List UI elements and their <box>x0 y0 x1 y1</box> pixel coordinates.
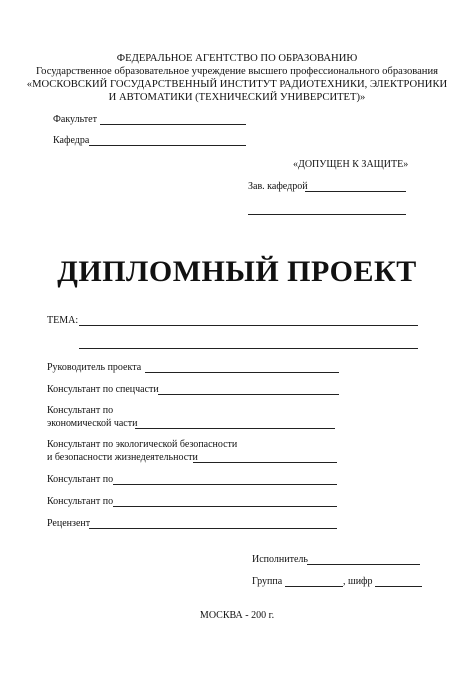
consultant-econ-label-1: Консультант по <box>47 405 114 416</box>
supervisor-line <box>145 372 339 373</box>
institution-type: Государственное образовательное учреждение высшего профессионального образования <box>35 66 439 77</box>
consultant-econ-label-2: экономической части <box>47 418 138 429</box>
consultant-safety-line <box>193 462 337 463</box>
city-year: МОСКВА - 200 г. <box>199 610 275 621</box>
agency-name: ФЕДЕРАЛЬНОЕ АГЕНТСТВО ПО ОБРАЗОВАНИЮ <box>116 53 358 64</box>
reviewer-label: Рецензент <box>47 518 91 529</box>
institution-name-line1: «МОСКОВСКИЙ ГОСУДАРСТВЕННЫЙ ИНСТИТУТ РАДИОТЕХНИКИ, ЭЛЕКТРОНИКИ <box>26 79 448 90</box>
department-head-label: Зав. кафедрой <box>248 181 308 192</box>
consultant-line-1 <box>113 484 337 485</box>
executor-label: Исполнитель <box>252 554 308 565</box>
reviewer-line <box>89 528 337 529</box>
supervisor-label: Руководитель проекта <box>47 362 142 373</box>
consultant-safety-label-1: Консультант по экологической безопасности <box>47 439 238 450</box>
faculty-line <box>100 124 246 125</box>
code-line <box>375 586 422 587</box>
code-label: , шифр <box>343 576 373 587</box>
consultant-label-1: Консультант по <box>47 474 114 485</box>
document-title: ДИПЛОМНЫЙ ПРОЕКТ <box>57 255 417 288</box>
faculty-label: Факультет <box>53 114 97 125</box>
group-line <box>285 586 343 587</box>
department-line <box>89 145 246 146</box>
topic-line-2 <box>79 348 418 349</box>
admission-status: «ДОПУЩЕН К ЗАЩИТЕ» <box>293 159 409 170</box>
consultant-special-line <box>158 394 339 395</box>
consultant-label-2: Консультант по <box>47 496 114 507</box>
consultant-line-2 <box>113 506 337 507</box>
institution-name-line2: И АВТОМАТИКИ (ТЕХНИЧЕСКИЙ УНИВЕРСИТЕТ)» <box>108 92 366 103</box>
department-head-signature-line <box>248 214 406 215</box>
consultant-safety-label-2: и безопасности жизнедеятельности <box>47 452 198 463</box>
department-label: Кафедра <box>53 135 90 146</box>
topic-line-1 <box>79 325 418 326</box>
department-head-line <box>305 191 406 192</box>
executor-line <box>307 564 420 565</box>
consultant-econ-line <box>135 428 335 429</box>
consultant-special-label: Консультант по спецчасти <box>47 384 159 395</box>
topic-label: ТЕМА: <box>47 315 79 326</box>
group-label: Группа <box>252 576 283 587</box>
